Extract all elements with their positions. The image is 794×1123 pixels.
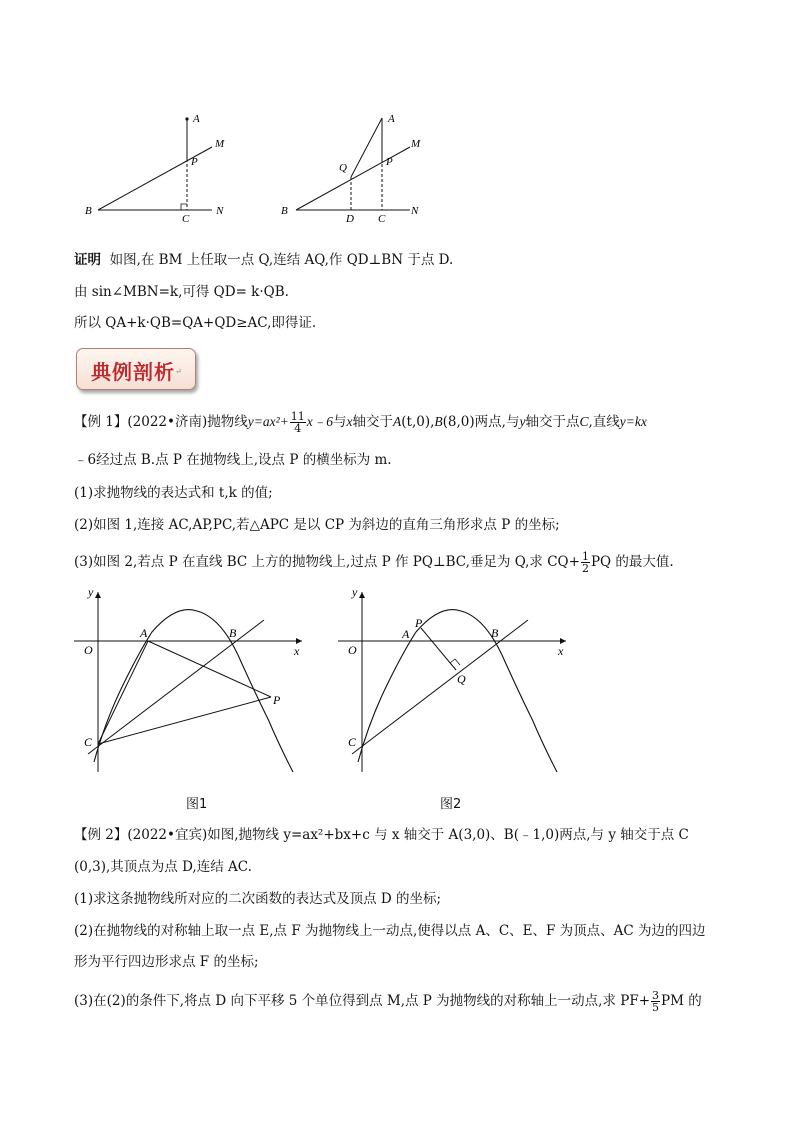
line-bc	[88, 620, 264, 754]
ex1-point-c: C	[579, 414, 589, 429]
section-badge	[76, 348, 196, 390]
label-a: A	[402, 627, 410, 641]
ex2-question-1: (1)求这条抛物线所对应的二次函数的表达式及顶点 D 的坐标;	[74, 891, 442, 907]
proof-line-3: 所以 QA+k·QB=QA+QD≥AC,即得证.	[74, 315, 317, 331]
segment-ap	[148, 641, 271, 697]
label-x: x	[294, 644, 300, 658]
proof-text-1: 如图,在 BM 上任取一点 Q,连结 AQ,作 QD⊥BN 于点 D.	[109, 252, 454, 268]
proof-label: 证明	[74, 252, 101, 268]
ex1-q3-text-b: PQ 的最大值.	[590, 554, 674, 570]
ex1-point-b: B	[434, 414, 443, 429]
ex1-line-2: ﹣6经过点 B.点 P 在抛物线上,设点 P 的横坐标为 m.	[74, 452, 392, 468]
label-c: C	[84, 735, 93, 749]
label-m: M	[215, 138, 225, 150]
ex2-tag: 【例 2】	[74, 827, 128, 843]
ex2-text-1: (2022•宜宾)如图,抛物线 y=ax²+bx+c 与 x 轴交于 A(3,0)、B(﹣1,0)两点,与 y 轴交于点 C	[127, 827, 689, 843]
proof-line-1	[74, 251, 453, 269]
label-b: B	[281, 205, 288, 217]
return-mark-icon: ↵	[175, 367, 182, 376]
ex1-eq-c: x﹣6	[306, 414, 334, 429]
label-p: P	[386, 156, 393, 168]
ex1-q3-fraction	[581, 551, 590, 574]
ex2-q3-fraction	[651, 990, 660, 1013]
label-n: N	[411, 205, 419, 217]
label-d: D	[346, 213, 354, 225]
ex2-q3-text-a: (3)在(2)的条件下,将点 D 向下平移 5 个单位得到点 M,点 P 为抛物线的对称轴上一动点,求 PF+	[74, 993, 651, 1009]
ex1-x: x	[346, 414, 353, 429]
section-badge-title: 典例剖析	[91, 360, 175, 384]
label-b: B	[229, 626, 237, 640]
label-p: P	[273, 693, 281, 707]
segment-ac	[98, 641, 148, 744]
ex1-text: ,	[430, 414, 435, 430]
ex2-question-2a: (2)在抛物线的对称轴上取一点 E,点 F 为抛物线上一动点,使得以点 A、C、E、F 为顶点、AC 为边的四边	[74, 923, 706, 939]
label-p: P	[415, 616, 423, 630]
label-c: C	[378, 213, 386, 225]
ex1-coord-b: (8,0)两点,与	[442, 414, 520, 430]
ex1-coord-a: (t,0)	[401, 414, 431, 430]
line-bc	[352, 620, 528, 754]
label-b: B	[491, 626, 499, 640]
label-y: y	[88, 585, 94, 599]
label-p: P	[191, 156, 198, 168]
ex1-text: 轴交于点	[525, 414, 580, 430]
ex1-line-1	[74, 411, 647, 434]
ex1-y: y	[519, 414, 526, 429]
ray-bm	[296, 147, 410, 210]
top-figure-left	[80, 108, 240, 226]
ex2-q3-frac-num: 3	[652, 989, 660, 1002]
ex1-text: ,直线	[588, 414, 620, 430]
label-a: A	[193, 113, 200, 125]
label-x: x	[558, 644, 564, 658]
ex2-question-2b: 形为平行四边形求点 F 的坐标;	[74, 954, 259, 970]
right-angle-mark	[181, 204, 187, 210]
label-a: A	[140, 626, 148, 640]
ex1-q3-text-a: (3)如图 2,若点 P 在直线 BC 上方的抛物线上,过点 P 作 PQ⊥BC,垂足为 Q,求 CQ+	[74, 554, 580, 570]
label-q: Q	[457, 672, 466, 686]
ex1-text: 轴交于	[352, 414, 394, 430]
label-n: N	[216, 205, 224, 217]
graph-1-caption: 图1	[186, 797, 208, 812]
ex1-tag: 【例 1】	[74, 414, 128, 430]
ex1-question-3	[74, 551, 674, 574]
graph-2-caption: 图2	[440, 797, 462, 812]
segment-pc	[98, 697, 271, 744]
ex2-q3-text-b: PM 的	[661, 993, 702, 1009]
ex1-line-eq: y=kx	[619, 414, 647, 429]
graph-1	[66, 582, 316, 782]
segment-aq	[351, 118, 382, 177]
ex1-fraction	[290, 411, 306, 434]
top-figure-right	[278, 108, 438, 226]
graph-2	[330, 582, 580, 782]
ex1-question-2: (2)如图 1,连接 AC,AP,PC,若△APC 是以 CP 为斜边的直角三角形求点 P 的坐标;	[74, 517, 560, 533]
ex2-question-3	[74, 990, 702, 1013]
ex1-frac-num: 11	[290, 410, 305, 423]
parabola	[358, 610, 557, 772]
ex1-eq-a: =ax²+	[253, 414, 289, 429]
ex1-frac-den: 4	[294, 422, 302, 435]
ex1-point-a: A	[393, 414, 402, 429]
label-b: B	[85, 205, 92, 217]
label-q: Q	[339, 162, 347, 174]
label-c: C	[182, 213, 190, 225]
ex1-q3-frac-num: 1	[581, 550, 589, 563]
label-y: y	[352, 585, 358, 599]
point-a	[185, 117, 188, 120]
ex1-text: 抛物线	[207, 414, 248, 430]
ex1-question-1: (1)求抛物线的表达式和 t,k 的值;	[74, 485, 273, 501]
ex1-q3-frac-den: 2	[581, 562, 589, 575]
ex1-source: (2022•济南)	[127, 414, 208, 430]
ex2-q3-frac-den: 5	[652, 1001, 660, 1014]
label-o: O	[348, 643, 357, 657]
label-o: O	[84, 643, 93, 657]
proof-line-2: 由 sin∠MBN=k,可得 QD= k·QB.	[74, 284, 289, 300]
ex2-line-2: (0,3),其顶点为点 D,连结 AC.	[74, 859, 252, 875]
ex1-text: 与	[333, 414, 347, 430]
label-a: A	[388, 113, 395, 125]
label-m: M	[411, 138, 421, 150]
label-c: C	[348, 735, 357, 749]
segment-pq	[421, 628, 456, 670]
ex2-line-1	[74, 826, 689, 844]
ex1-eq-y: y	[247, 414, 254, 429]
